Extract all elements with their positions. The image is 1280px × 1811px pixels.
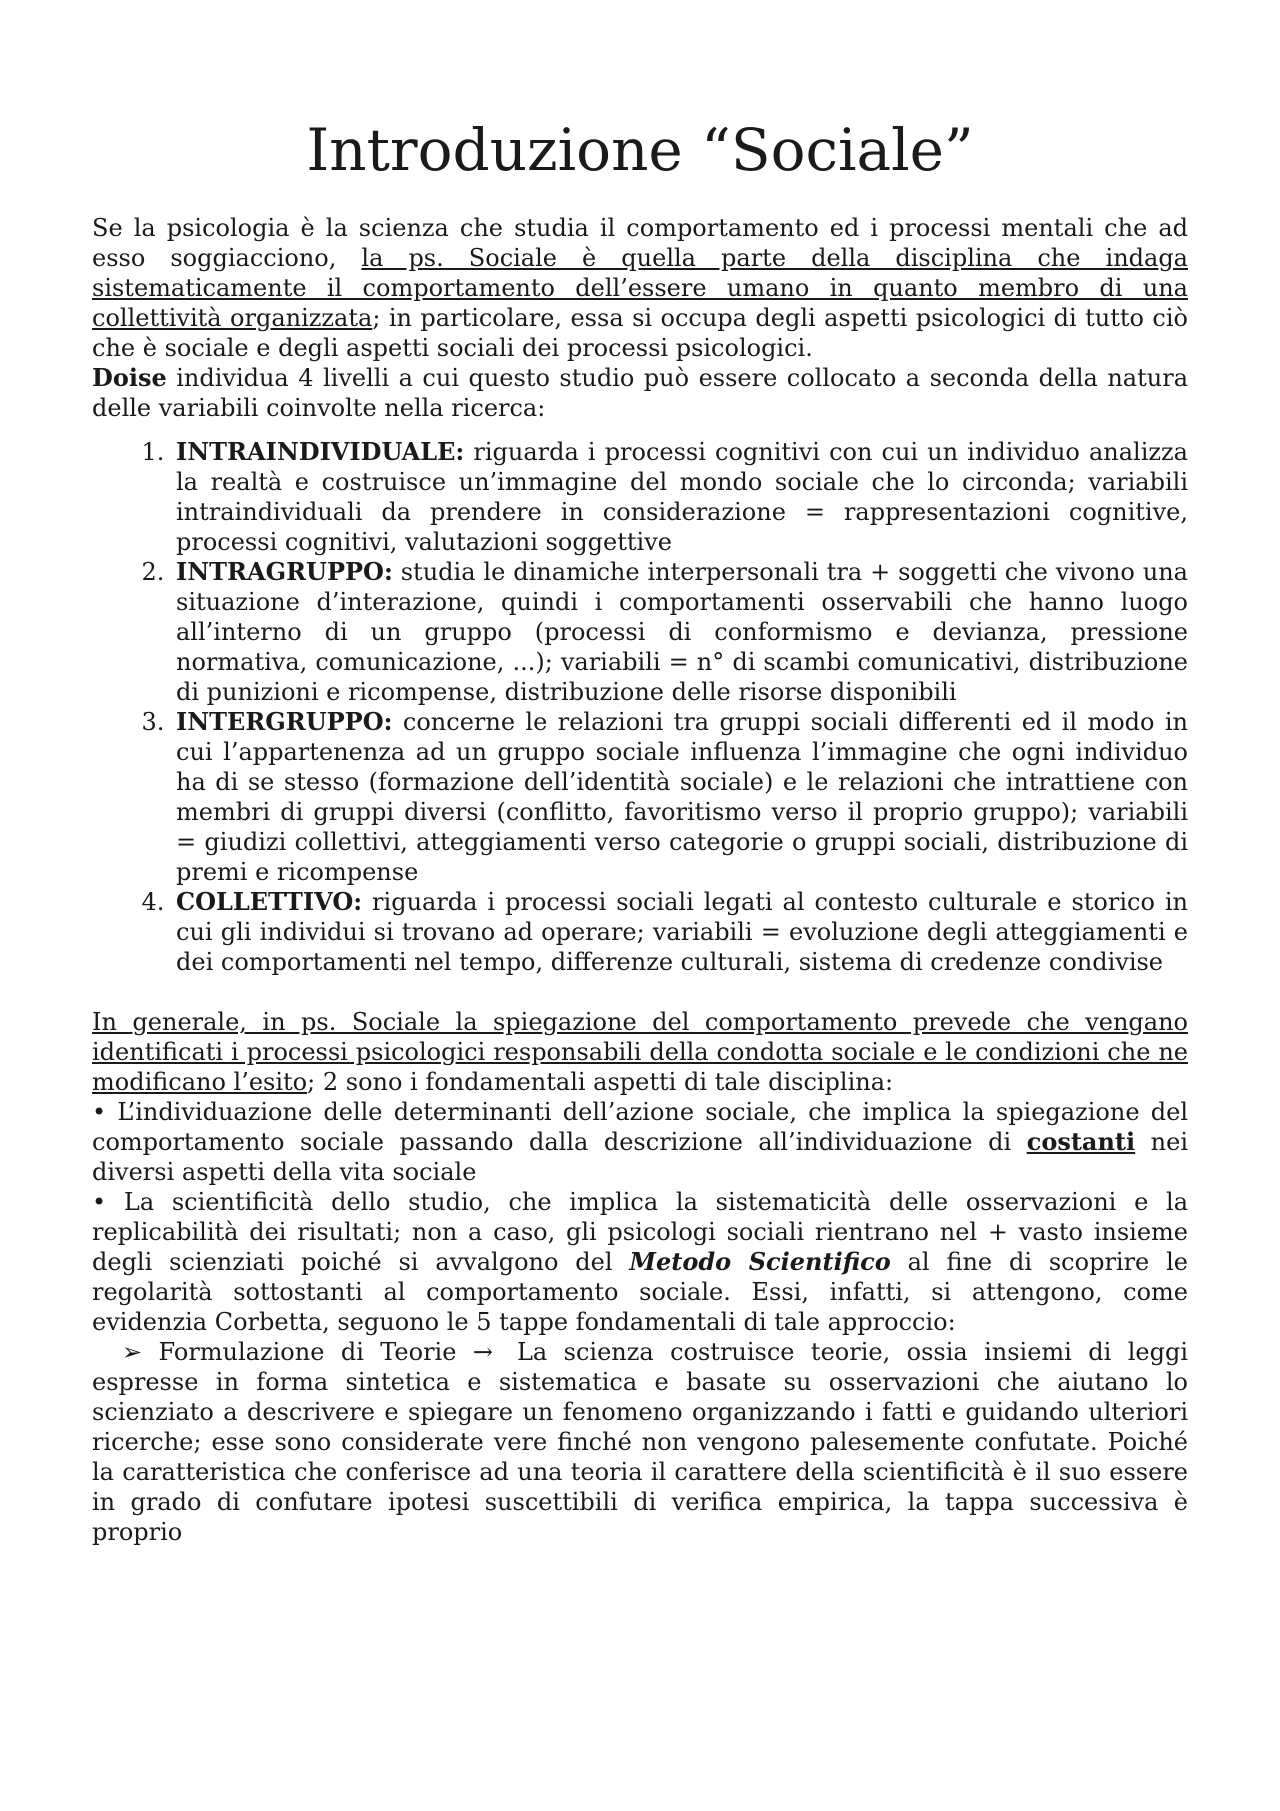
level-term: INTRAINDIVIDUALE: [176,437,465,466]
bullet-scientificita [92,1187,1188,1337]
list-item [172,707,1188,887]
general-underlined: In generale, in ps. Sociale la spiegazione del comportamento prevede che vengano identificati i processi psicologici responsabili della condotta sociale e le condizioni che ne modificano l’esito [92,1008,1188,1096]
level-text: studia le dinamiche interpersonali tra + soggetti che vivono una situazione d’interazione, quindi i comportamenti osservabili che hanno luogo all’interno di un gruppo (processi di conformismo e devianza, pressione normativa, comunicazione, ...); variabili = n° di scambi comunicativi, distribuzione di punizioni e ricompense, distribuzione delle risorse disponibili [176,558,1188,706]
general-paragraph [92,1007,1188,1097]
bullet-text-2: al fine di scoprire le regolarità sottostanti al comportamento sociale. Essi, infatti, si attengono, come evidenzia Corbetta, seguono le 5 tappe fondamentali di tale approccio: [92,1248,1188,1336]
list-item [172,557,1188,707]
doise-name: Doise [92,363,167,392]
step-text: La scienza costruisce teorie, ossia insiemi di leggi espresse in forma sintetica e sistematica e basate su osservazioni che aiutano lo scienziato a descrivere e spiegare un fenomeno organizzando i fatti e guidando ulteriori ricerche; esse sono considerate vere finché non vengono palesemente confutate. Poiché la caratteristica che conferisce ad una teoria il carattere della scientificità è il suo essere in grado di confutare ipotesi suscettibili di verifica empirica, la tappa successiva è proprio [92,1338,1189,1546]
intro-paragraph [92,213,1188,363]
bullet-determinanti [92,1097,1188,1187]
spacer [92,977,1188,1007]
level-term: COLLETTIVO: [176,887,363,916]
bullet-icon: • [92,1188,107,1216]
intro-definition-underlined: la ps. Sociale è quella parte della disciplina che indaga sistematicamente il comportamento dell’essere umano in quanto membro di una collettività organizzata [92,244,1188,332]
intro-text-1: Se la psicologia è la scienza che studia il comportamento ed i processi mentali che ad esso soggiacciono, [92,214,1188,272]
arrow-bullet-icon: ➢ [122,1338,143,1366]
bullet-text-1: L’individuazione delle determinanti dell’azione sociale, che implica la spiegazione del comportamento sociale passando dalla descrizione all’individuazione di [92,1098,1188,1156]
step-formulazione-teorie [92,1337,1188,1547]
level-text: concerne le relazioni tra gruppi sociali differenti ed il modo in cui l’appartenenza ad un gruppo sociale influenza l’immagine che ogni individuo ha di se stesso (formazione dell’identità sociale) e le relazioni che intrattiene con membri di gruppi diversi (conflitto, favoritismo verso il proprio gruppo); variabili = giudizi collettivi, atteggiamenti verso categorie o gruppi sociali, distribuzione di premi e ricompense [176,708,1188,886]
level-text: riguarda i processi sociali legati al contesto culturale e storico in cui gli individui si trovano ad operare; variabili = evoluzione degli atteggiamenti e dei comportamenti nel tempo, differenze culturali, sistema di credenze condivise [176,888,1188,976]
bullet-text-2: nei diversi aspetti della vita sociale [92,1128,1189,1186]
general-text: ; 2 sono i fondamentali aspetti di tale disciplina: [307,1068,894,1096]
page-title: Introduzione “Sociale” [306,116,974,184]
costanti-term: costanti [1026,1127,1136,1156]
levels-list [92,437,1188,977]
step-heading: Formulazione di Teorie → [142,1338,493,1366]
bullet-text-1: La scientificità dello studio, che implica la sistematicità delle osservazioni e la replicabilità dei risultati; non a caso, gli psicologi sociali rientrano nel + vasto insieme degli scienziati poiché si avvalgono del [92,1188,1188,1276]
list-item [172,887,1188,977]
list-item [172,437,1188,557]
doise-text: individua 4 livelli a cui questo studio può essere collocato a seconda della natura delle variabili coinvolte nella ricerca: [92,364,1188,422]
level-term: INTRAGRUPPO: [176,557,393,586]
intro-text-2: ; in particolare, essa si occupa degli aspetti psicologici di tutto ciò che è sociale e degli aspetti sociali dei processi psicologici. [92,304,1188,362]
level-term: INTERGRUPPO: [176,707,393,736]
metodo-scientifico-term: Metodo Scientifico [629,1247,891,1276]
level-text: riguarda i processi cognitivi con cui un individuo analizza la realtà e costruisce un’immagine del mondo sociale che lo circonda; variabili intraindividuali da prendere in considerazione = rappresentazioni cognitive, processi cognitivi, valutazioni soggettive [176,438,1188,556]
doise-paragraph [92,363,1188,423]
bullet-icon: • [92,1098,107,1126]
